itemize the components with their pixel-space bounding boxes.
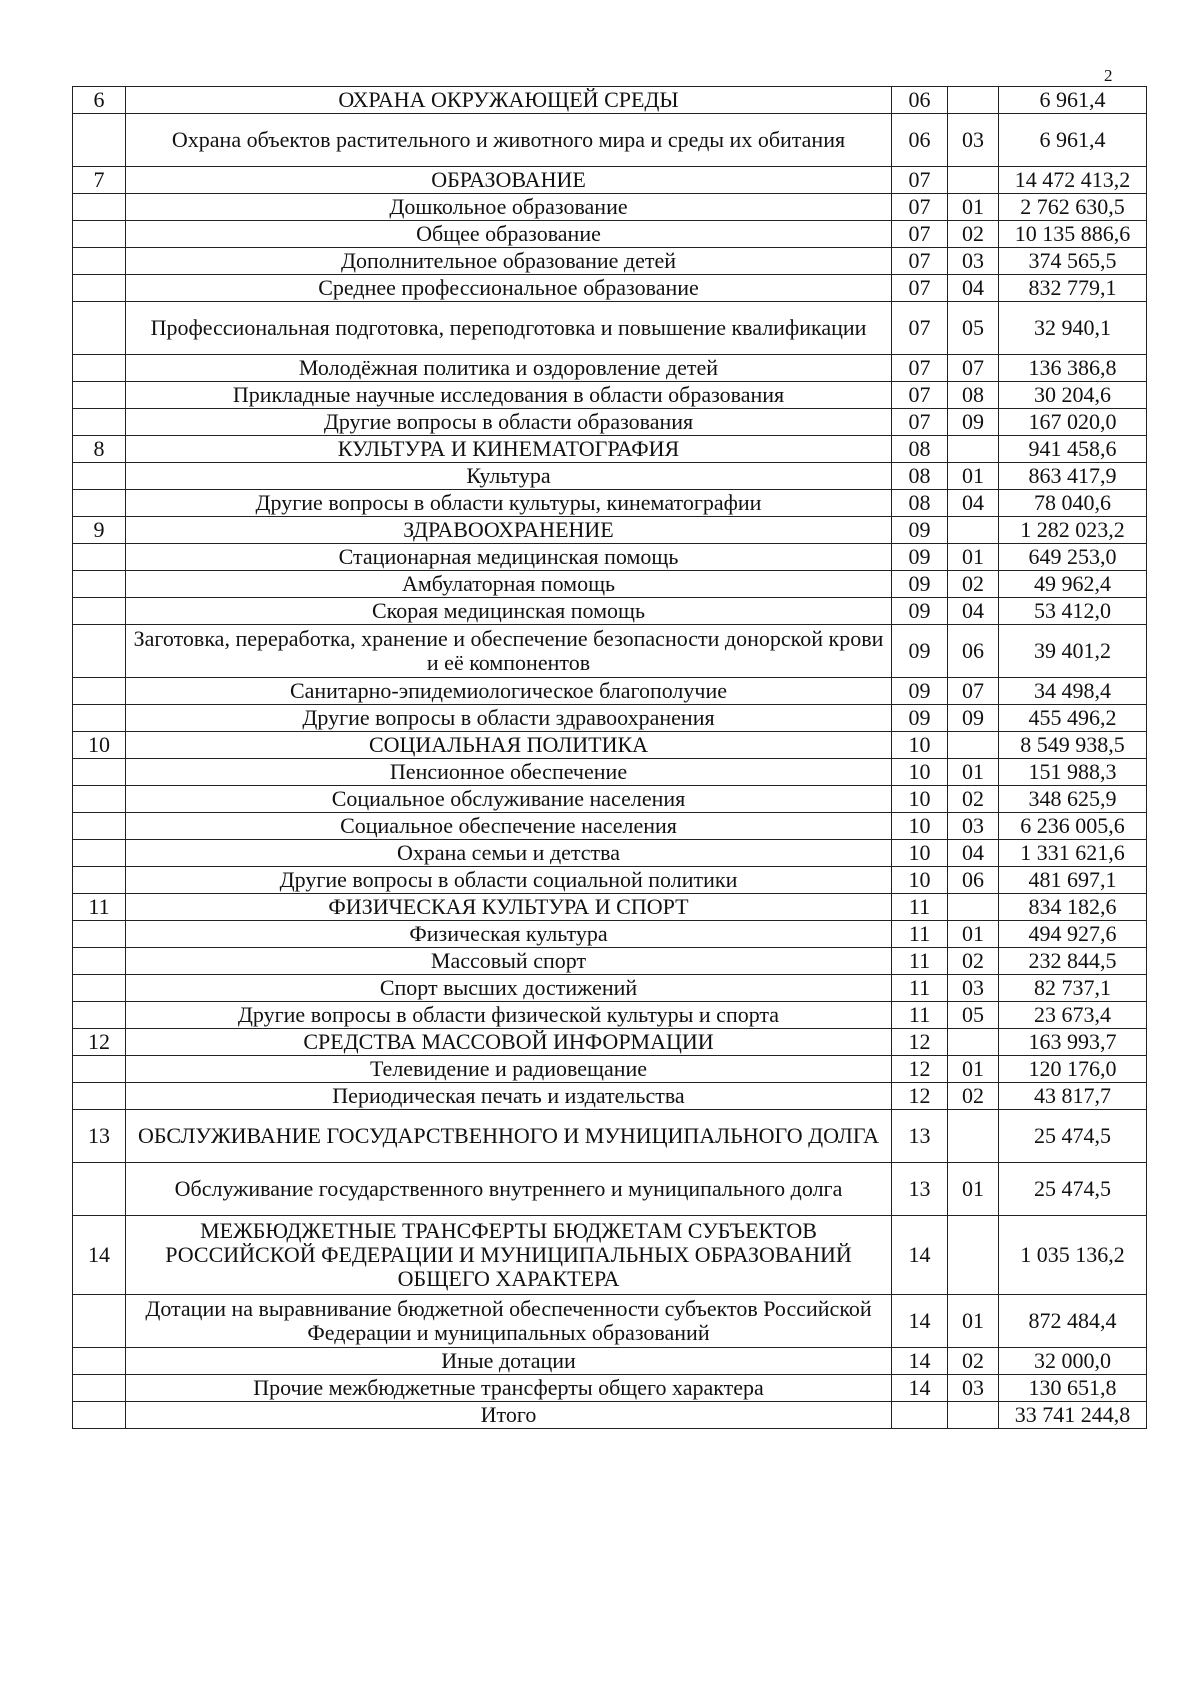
subsection-code-cell: 03 <box>948 1375 999 1402</box>
subsection-code-cell: 07 <box>948 678 999 705</box>
row-number-cell <box>73 114 126 167</box>
row-name-cell: Профессиональная подготовка, переподготовка и повышение квалификации <box>126 302 892 355</box>
row-number-cell: 7 <box>73 167 126 194</box>
row-name-cell: Спорт высших достижений <box>126 975 892 1002</box>
table-row <box>73 87 1147 114</box>
amount-cell: 649 253,0 <box>999 544 1147 571</box>
table-row <box>73 1348 1147 1375</box>
row-name-cell: ОХРАНА ОКРУЖАЮЩЕЙ СРЕДЫ <box>126 87 892 114</box>
row-number-cell: 11 <box>73 894 126 921</box>
table-row <box>73 167 1147 194</box>
table-row <box>73 867 1147 894</box>
section-code-cell: 07 <box>892 167 948 194</box>
row-number-cell <box>73 678 126 705</box>
amount-cell: 1 331 621,6 <box>999 840 1147 867</box>
subsection-code-cell: 02 <box>948 221 999 248</box>
row-number-cell <box>73 463 126 490</box>
section-code-cell: 09 <box>892 625 948 678</box>
section-code-cell: 10 <box>892 867 948 894</box>
row-name-cell: Охрана объектов растительного и животного мира и среды их обитания <box>126 114 892 167</box>
row-name-cell: Среднее профессиональное образование <box>126 275 892 302</box>
table-row <box>73 678 1147 705</box>
row-name-cell: Скорая медицинская помощь <box>126 598 892 625</box>
subsection-code-cell: 04 <box>948 840 999 867</box>
row-number-cell <box>73 867 126 894</box>
subsection-code-cell <box>948 1029 999 1056</box>
table-row <box>73 114 1147 167</box>
subsection-code-cell <box>948 1110 999 1163</box>
row-number-cell <box>73 1083 126 1110</box>
table-row <box>73 355 1147 382</box>
row-name-cell: Физическая культура <box>126 921 892 948</box>
table-row <box>73 1110 1147 1163</box>
section-code-cell: 07 <box>892 302 948 355</box>
amount-cell: 481 697,1 <box>999 867 1147 894</box>
subsection-code-cell: 02 <box>948 1083 999 1110</box>
subsection-code-cell <box>948 517 999 544</box>
row-number-cell <box>73 409 126 436</box>
section-code-cell: 07 <box>892 409 948 436</box>
row-number-cell <box>73 813 126 840</box>
table-row <box>73 1375 1147 1402</box>
table-row <box>73 786 1147 813</box>
amount-cell: 1 035 136,2 <box>999 1216 1147 1295</box>
amount-cell: 25 474,5 <box>999 1110 1147 1163</box>
subsection-code-cell: 02 <box>948 948 999 975</box>
row-number-cell <box>73 544 126 571</box>
row-name-cell: Иные дотации <box>126 1348 892 1375</box>
subsection-code-cell: 02 <box>948 1348 999 1375</box>
amount-cell: 167 020,0 <box>999 409 1147 436</box>
subsection-code-cell: 04 <box>948 598 999 625</box>
row-name-cell: Другие вопросы в области социальной политики <box>126 867 892 894</box>
row-name-cell: Периодическая печать и издательства <box>126 1083 892 1110</box>
amount-cell: 32 000,0 <box>999 1348 1147 1375</box>
amount-cell: 120 176,0 <box>999 1056 1147 1083</box>
subsection-code-cell <box>948 732 999 759</box>
row-number-cell: 13 <box>73 1110 126 1163</box>
subsection-code-cell: 03 <box>948 114 999 167</box>
amount-cell: 136 386,8 <box>999 355 1147 382</box>
row-name-cell: Обслуживание государственного внутреннего и муниципального долга <box>126 1163 892 1216</box>
table-row <box>73 571 1147 598</box>
subsection-code-cell: 04 <box>948 490 999 517</box>
row-name-cell: Молодёжная политика и оздоровление детей <box>126 355 892 382</box>
row-number-cell <box>73 975 126 1002</box>
section-code-cell: 08 <box>892 436 948 463</box>
subsection-code-cell: 01 <box>948 1295 999 1348</box>
amount-cell: 6 961,4 <box>999 114 1147 167</box>
amount-cell: 30 204,6 <box>999 382 1147 409</box>
table-row <box>73 840 1147 867</box>
row-name-cell: Охрана семьи и детства <box>126 840 892 867</box>
table-row <box>73 490 1147 517</box>
row-number-cell <box>73 786 126 813</box>
table-row <box>73 1029 1147 1056</box>
row-number-cell: 12 <box>73 1029 126 1056</box>
row-number-cell <box>73 1295 126 1348</box>
row-name-cell: Амбулаторная помощь <box>126 571 892 598</box>
amount-cell: 494 927,6 <box>999 921 1147 948</box>
section-code-cell: 14 <box>892 1348 948 1375</box>
table-row <box>73 1216 1147 1295</box>
amount-cell: 49 962,4 <box>999 571 1147 598</box>
row-number-cell <box>73 948 126 975</box>
row-number-cell <box>73 382 126 409</box>
row-number-cell <box>73 194 126 221</box>
table-row <box>73 221 1147 248</box>
amount-cell: 53 412,0 <box>999 598 1147 625</box>
table-row <box>73 975 1147 1002</box>
row-name-cell: Другие вопросы в области физической культуры и спорта <box>126 1002 892 1029</box>
row-number-cell <box>73 1002 126 1029</box>
section-code-cell: 10 <box>892 813 948 840</box>
section-code-cell: 07 <box>892 355 948 382</box>
section-code-cell: 09 <box>892 571 948 598</box>
subsection-code-cell: 01 <box>948 1056 999 1083</box>
table-row <box>73 248 1147 275</box>
section-code-cell: 07 <box>892 275 948 302</box>
amount-cell: 455 496,2 <box>999 705 1147 732</box>
subsection-code-cell: 01 <box>948 1163 999 1216</box>
row-name-cell: Другие вопросы в области образования <box>126 409 892 436</box>
table-row <box>73 194 1147 221</box>
row-name-cell: СОЦИАЛЬНАЯ ПОЛИТИКА <box>126 732 892 759</box>
amount-cell: 8 549 938,5 <box>999 732 1147 759</box>
row-name-cell: ОБРАЗОВАНИЕ <box>126 167 892 194</box>
section-code-cell: 07 <box>892 194 948 221</box>
subsection-code-cell: 03 <box>948 813 999 840</box>
subsection-code-cell: 05 <box>948 302 999 355</box>
row-name-cell: Пенсионное обеспечение <box>126 759 892 786</box>
row-name-cell: Прочие межбюджетные трансферты общего характера <box>126 1375 892 1402</box>
budget-table <box>72 86 1147 1429</box>
table-row <box>73 436 1147 463</box>
section-code-cell: 07 <box>892 382 948 409</box>
amount-cell: 163 993,7 <box>999 1029 1147 1056</box>
table-row <box>73 275 1147 302</box>
row-number-cell <box>73 625 126 678</box>
section-code-cell: 11 <box>892 921 948 948</box>
row-name-cell: Общее образование <box>126 221 892 248</box>
table-row <box>73 894 1147 921</box>
section-code-cell <box>892 1402 948 1429</box>
row-number-cell: 6 <box>73 87 126 114</box>
row-number-cell <box>73 1375 126 1402</box>
row-number-cell <box>73 571 126 598</box>
row-name-cell: Дополнительное образование детей <box>126 248 892 275</box>
amount-cell: 39 401,2 <box>999 625 1147 678</box>
row-number-cell <box>73 221 126 248</box>
row-name-cell: ОБСЛУЖИВАНИЕ ГОСУДАРСТВЕННОГО И МУНИЦИПАЛЬНОГО ДОЛГА <box>126 1110 892 1163</box>
amount-cell: 348 625,9 <box>999 786 1147 813</box>
row-number-cell <box>73 1163 126 1216</box>
section-code-cell: 10 <box>892 732 948 759</box>
amount-cell: 872 484,4 <box>999 1295 1147 1348</box>
row-number-cell <box>73 921 126 948</box>
row-number-cell <box>73 355 126 382</box>
subsection-code-cell: 08 <box>948 382 999 409</box>
section-code-cell: 09 <box>892 678 948 705</box>
page-number: 2 <box>1104 66 1113 85</box>
section-code-cell: 10 <box>892 759 948 786</box>
section-code-cell: 12 <box>892 1029 948 1056</box>
row-number-cell <box>73 1402 126 1429</box>
table-row <box>73 921 1147 948</box>
subsection-code-cell: 01 <box>948 463 999 490</box>
row-name-cell: Культура <box>126 463 892 490</box>
row-number-cell <box>73 598 126 625</box>
amount-cell: 6 961,4 <box>999 87 1147 114</box>
section-code-cell: 08 <box>892 463 948 490</box>
section-code-cell: 14 <box>892 1216 948 1295</box>
section-code-cell: 11 <box>892 948 948 975</box>
section-code-cell: 06 <box>892 114 948 167</box>
table-row <box>73 1056 1147 1083</box>
row-name-cell: Стационарная медицинская помощь <box>126 544 892 571</box>
subsection-code-cell <box>948 167 999 194</box>
table-row <box>73 544 1147 571</box>
section-code-cell: 09 <box>892 705 948 732</box>
amount-cell: 2 762 630,5 <box>999 194 1147 221</box>
table-row <box>73 625 1147 678</box>
subsection-code-cell: 06 <box>948 625 999 678</box>
amount-cell: 232 844,5 <box>999 948 1147 975</box>
amount-cell: 10 135 886,6 <box>999 221 1147 248</box>
subsection-code-cell <box>948 87 999 114</box>
amount-cell: 941 458,6 <box>999 436 1147 463</box>
table-row <box>73 517 1147 544</box>
table-row <box>73 813 1147 840</box>
amount-cell: 130 651,8 <box>999 1375 1147 1402</box>
amount-cell: 834 182,6 <box>999 894 1147 921</box>
section-code-cell: 12 <box>892 1056 948 1083</box>
table-row <box>73 1295 1147 1348</box>
table-row <box>73 1083 1147 1110</box>
section-code-cell: 11 <box>892 1002 948 1029</box>
row-number-cell <box>73 248 126 275</box>
section-code-cell: 11 <box>892 894 948 921</box>
section-code-cell: 13 <box>892 1110 948 1163</box>
section-code-cell: 07 <box>892 248 948 275</box>
row-number-cell: 10 <box>73 732 126 759</box>
row-name-cell: ФИЗИЧЕСКАЯ КУЛЬТУРА И СПОРТ <box>126 894 892 921</box>
table-row <box>73 948 1147 975</box>
row-number-cell <box>73 1056 126 1083</box>
row-name-cell: Дотации на выравнивание бюджетной обеспеченности субъектов Российской Федерации и муниципальных образований <box>126 1295 892 1348</box>
row-name-cell: Телевидение и радиовещание <box>126 1056 892 1083</box>
section-code-cell: 10 <box>892 840 948 867</box>
section-code-cell: 13 <box>892 1163 948 1216</box>
row-name-cell: Другие вопросы в области культуры, кинематографии <box>126 490 892 517</box>
subsection-code-cell <box>948 1402 999 1429</box>
amount-cell: 82 737,1 <box>999 975 1147 1002</box>
subsection-code-cell: 07 <box>948 355 999 382</box>
table-row <box>73 759 1147 786</box>
amount-cell: 34 498,4 <box>999 678 1147 705</box>
table-row <box>73 705 1147 732</box>
row-number-cell: 9 <box>73 517 126 544</box>
table-row <box>73 463 1147 490</box>
amount-cell: 863 417,9 <box>999 463 1147 490</box>
table-row <box>73 1163 1147 1216</box>
table-row <box>73 302 1147 355</box>
row-number-cell: 8 <box>73 436 126 463</box>
amount-cell: 25 474,5 <box>999 1163 1147 1216</box>
subsection-code-cell <box>948 436 999 463</box>
row-number-cell <box>73 705 126 732</box>
amount-cell: 832 779,1 <box>999 275 1147 302</box>
subsection-code-cell <box>948 1216 999 1295</box>
section-code-cell: 14 <box>892 1375 948 1402</box>
subsection-code-cell: 05 <box>948 1002 999 1029</box>
section-code-cell: 10 <box>892 786 948 813</box>
table-row <box>73 409 1147 436</box>
subsection-code-cell: 03 <box>948 975 999 1002</box>
row-name-cell: Заготовка, переработка, хранение и обеспечение безопасности донорской крови и её компонентов <box>126 625 892 678</box>
amount-cell: 43 817,7 <box>999 1083 1147 1110</box>
subsection-code-cell: 01 <box>948 759 999 786</box>
subsection-code-cell: 09 <box>948 705 999 732</box>
row-number-cell <box>73 1348 126 1375</box>
section-code-cell: 14 <box>892 1295 948 1348</box>
row-name-cell: Санитарно-эпидемиологическое благополучие <box>126 678 892 705</box>
row-number-cell <box>73 275 126 302</box>
row-name-cell: ЗДРАВООХРАНЕНИЕ <box>126 517 892 544</box>
table-row <box>73 732 1147 759</box>
amount-cell: 1 282 023,2 <box>999 517 1147 544</box>
subsection-code-cell: 09 <box>948 409 999 436</box>
section-code-cell: 07 <box>892 221 948 248</box>
subsection-code-cell: 02 <box>948 786 999 813</box>
amount-cell: 374 565,5 <box>999 248 1147 275</box>
row-name-cell: Социальное обслуживание населения <box>126 786 892 813</box>
section-code-cell: 09 <box>892 544 948 571</box>
amount-cell: 151 988,3 <box>999 759 1147 786</box>
amount-cell: 78 040,6 <box>999 490 1147 517</box>
table-row <box>73 1402 1147 1429</box>
row-name-cell: МЕЖБЮДЖЕТНЫЕ ТРАНСФЕРТЫ БЮДЖЕТАМ СУБЪЕКТОВ РОССИЙСКОЙ ФЕДЕРАЦИИ И МУНИЦИПАЛЬНЫХ ОБРАЗОВАНИЙ ОБЩЕГО ХАРАКТЕРА <box>126 1216 892 1295</box>
row-name-cell: Дошкольное образование <box>126 194 892 221</box>
row-number-cell: 14 <box>73 1216 126 1295</box>
row-name-cell: КУЛЬТУРА И КИНЕМАТОГРАФИЯ <box>126 436 892 463</box>
table-row <box>73 1002 1147 1029</box>
subsection-code-cell: 04 <box>948 275 999 302</box>
budget-table-body <box>73 87 1147 1429</box>
table-row <box>73 598 1147 625</box>
amount-cell: 33 741 244,8 <box>999 1402 1147 1429</box>
subsection-code-cell: 01 <box>948 921 999 948</box>
table-row <box>73 382 1147 409</box>
subsection-code-cell: 02 <box>948 571 999 598</box>
amount-cell: 6 236 005,6 <box>999 813 1147 840</box>
row-number-cell <box>73 490 126 517</box>
subsection-code-cell <box>948 894 999 921</box>
amount-cell: 23 673,4 <box>999 1002 1147 1029</box>
section-code-cell: 09 <box>892 517 948 544</box>
section-code-cell: 11 <box>892 975 948 1002</box>
subsection-code-cell: 01 <box>948 194 999 221</box>
row-number-cell <box>73 302 126 355</box>
section-code-cell: 06 <box>892 87 948 114</box>
subsection-code-cell: 03 <box>948 248 999 275</box>
row-number-cell <box>73 840 126 867</box>
amount-cell: 32 940,1 <box>999 302 1147 355</box>
section-code-cell: 12 <box>892 1083 948 1110</box>
subsection-code-cell: 01 <box>948 544 999 571</box>
subsection-code-cell: 06 <box>948 867 999 894</box>
row-name-cell: Социальное обеспечение населения <box>126 813 892 840</box>
row-name-cell: СРЕДСТВА МАССОВОЙ ИНФОРМАЦИИ <box>126 1029 892 1056</box>
row-name-cell: Прикладные научные исследования в области образования <box>126 382 892 409</box>
row-name-cell: Массовый спорт <box>126 948 892 975</box>
row-name-cell: Итого <box>126 1402 892 1429</box>
amount-cell: 14 472 413,2 <box>999 167 1147 194</box>
row-number-cell <box>73 759 126 786</box>
section-code-cell: 09 <box>892 598 948 625</box>
row-name-cell: Другие вопросы в области здравоохранения <box>126 705 892 732</box>
section-code-cell: 08 <box>892 490 948 517</box>
